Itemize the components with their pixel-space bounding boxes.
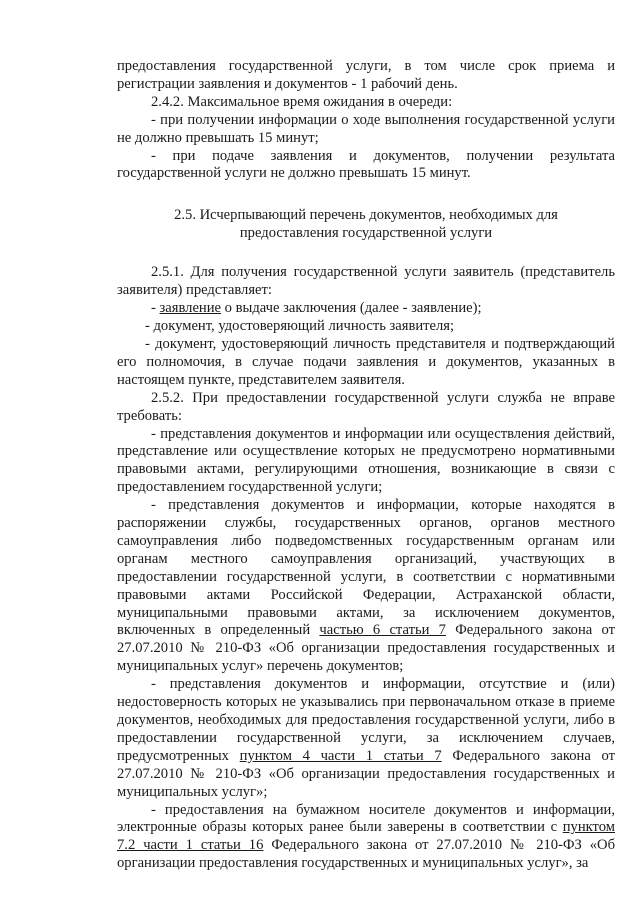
paragraph: 2.4.2. Максимальное время ожидания в очереди:	[151, 93, 453, 110]
text: Федерального закона от 27.07.2010 № 210-ФЗ «Об организации предоставления государственных и муниципальных услуг», за	[117, 837, 616, 872]
document-body	[117, 58, 615, 873]
text: о выдаче заключения (далее - заявление);	[221, 300, 482, 317]
heading-line: предоставления государственной услуги	[239, 225, 493, 242]
text: - представления документов и информации, которые находятся в распоряжении службы, государственных органов, органов местного самоуправления либо подведомственных государственным органам или органам местного самоуправления организаций, участвующих в предоставлении государственной услуги, в соответствии с нормативными правовыми актами Российской Федерации, Астраханской области, муниципальными правовыми актами, за исключением документов, включенных в определенный	[117, 497, 615, 639]
heading-line: 2.5. Исчерпывающий перечень документов, необходимых для	[174, 207, 558, 224]
paragraph: предоставления государственной услуги, в том числе срок приема и регистрации заявления и документов - 1 рабочий день.	[117, 58, 615, 92]
document-link[interactable]: заявление	[159, 300, 222, 317]
text: - представления документов и информации, отсутствие и (или) недостоверность которых не указывались при первоначальном отказе в приеме документов, необходимых для предоставления государственной услуги, либо в предоставлении государственной услуги, за исключением случаев, предусмотренных	[117, 676, 615, 764]
paragraph: - документ, удостоверяющий личность заявителя;	[145, 318, 455, 335]
paragraph	[117, 300, 615, 318]
paragraph	[117, 497, 615, 676]
paragraph: - представления документов и информации или осуществления действий, представление или осуществление которых не предусмотрено нормативными правовыми актами, регулирующими отношения, возникающие в связи с предоставлением государственной услуги;	[117, 425, 615, 496]
paragraph	[117, 802, 615, 874]
law-link[interactable]: частью 6 статьи 7	[319, 622, 446, 639]
text: Федерального закона от 27.07.2010 № 210-ФЗ «Об организации предоставления государственных и муниципальных услуг»;	[117, 747, 615, 800]
text: -	[151, 300, 160, 317]
text: Федерального закона от 27.07.2010 № 210-ФЗ «Об организации предоставления государственных и муниципальных услуг» перечень документов;	[117, 622, 615, 675]
paragraph: - при получении информации о ходе выполнения государственной услуги не должно превышать 15 минут;	[117, 111, 615, 146]
law-link[interactable]: пунктом 4 части 1 статьи 7	[239, 747, 442, 764]
paragraph: 2.5.2. При предоставлении государственной услуги служба не вправе требовать:	[117, 389, 615, 424]
text: - предоставления на бумажном носителе документов и информации, электронные образы которых ранее были заверены в соответствии с	[117, 801, 615, 836]
paragraph	[117, 676, 615, 801]
law-link[interactable]: пунктом 7.2 части 1 статьи 16	[117, 819, 615, 854]
paragraph: - при подаче заявления и документов, получении результата государственной услуги не должно превышать 15 минут.	[117, 147, 615, 182]
paragraph: - документ, удостоверяющий личность представителя и подтверждающий его полномочия, в случае подачи заявления и документов, указанных в настоящем пункте, представителем заявителя.	[117, 335, 615, 388]
section-heading	[117, 206, 615, 242]
paragraph: 2.5.1. Для получения государственной услуги заявитель (представитель заявителя) представляет:	[117, 264, 615, 299]
